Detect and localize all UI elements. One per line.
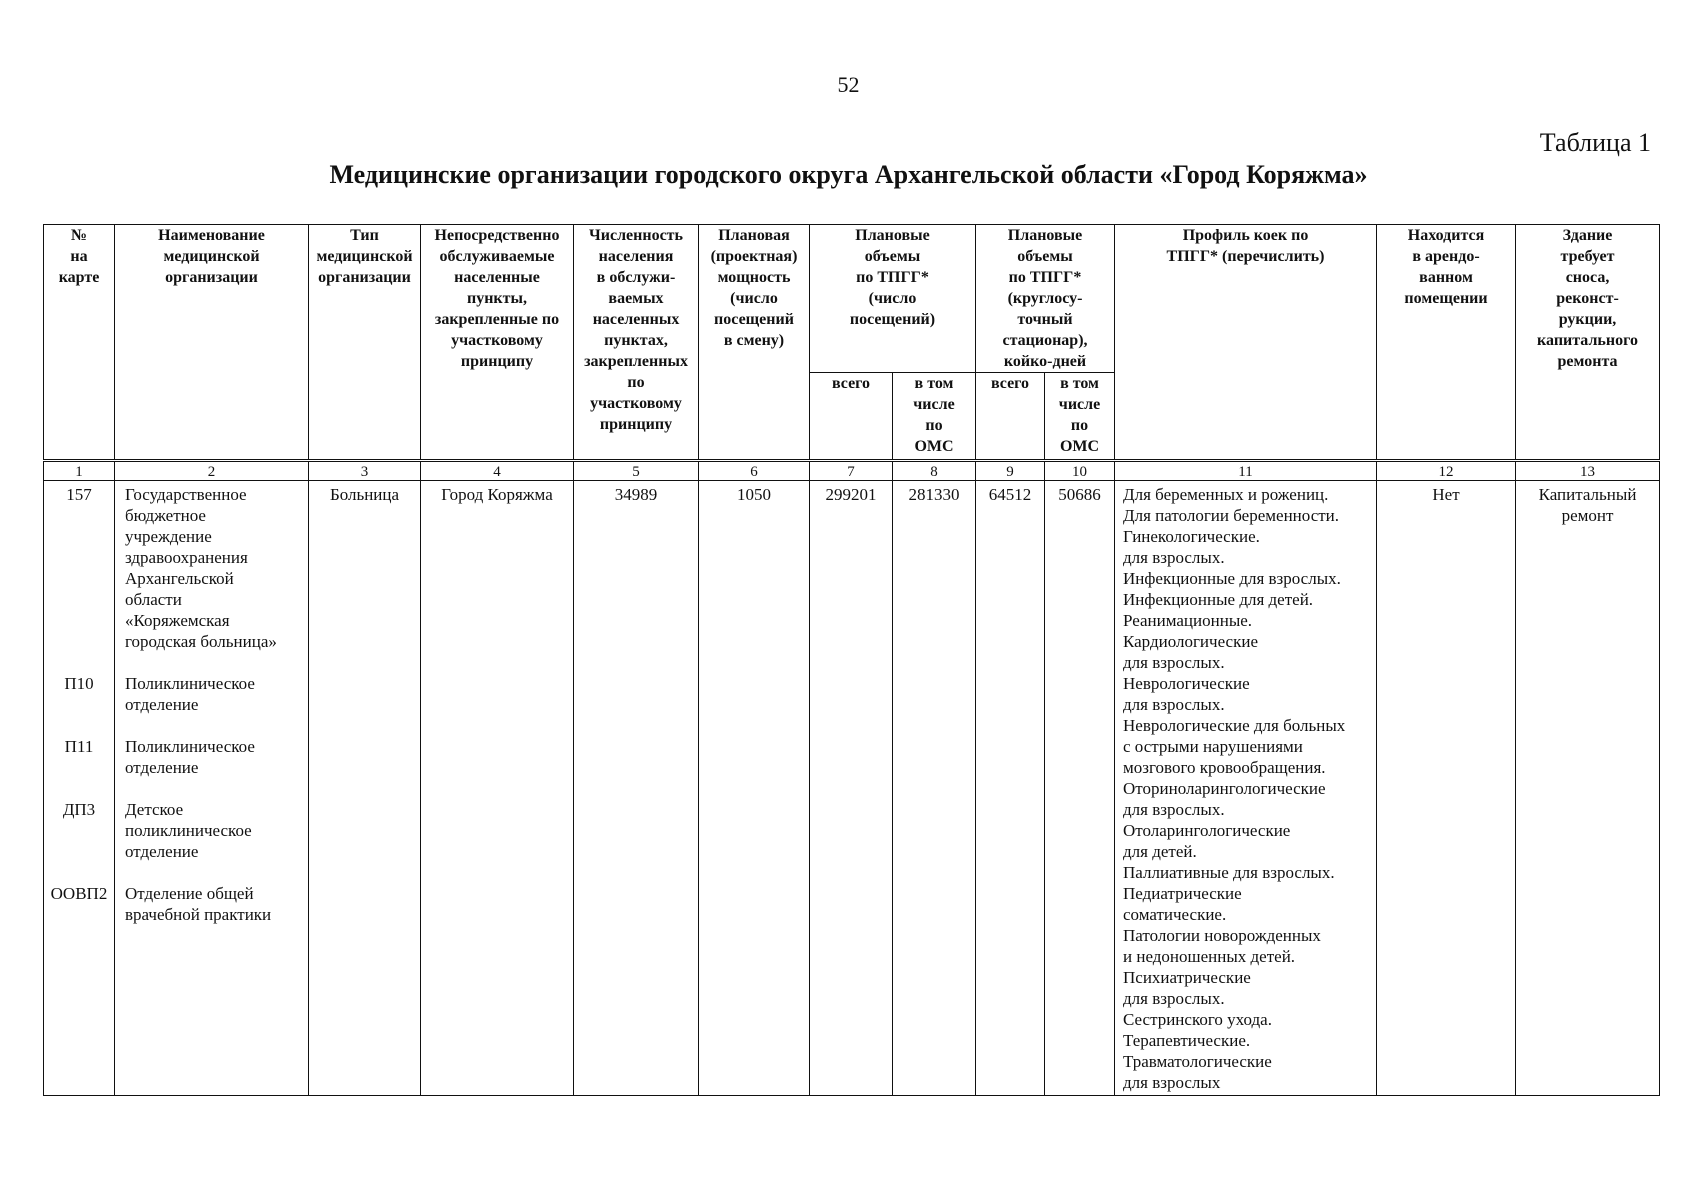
header-building-state: Здание требует сноса, реконст- рукции, капитального ремонта bbox=[1516, 225, 1660, 461]
page-number: 52 bbox=[837, 72, 860, 97]
column-number: 6 bbox=[699, 461, 810, 481]
bed-profile-line: Психиатрические bbox=[1123, 968, 1251, 987]
header-beddays-oms: в том числе по ОМС bbox=[1045, 373, 1115, 461]
org-type-cell: Больница bbox=[309, 481, 421, 1096]
column-number: 12 bbox=[1377, 461, 1516, 481]
column-number: 1 bbox=[44, 461, 115, 481]
bed-profile-line: Неврологические для больных bbox=[1123, 716, 1346, 735]
column-number: 4 bbox=[421, 461, 574, 481]
bed-profiles-cell bbox=[1115, 481, 1377, 1096]
map-number-cell bbox=[44, 481, 115, 1096]
bed-profile-line: соматические. bbox=[1123, 905, 1227, 924]
bed-profile-line: Педиатрические bbox=[1123, 884, 1242, 903]
capacity-cell: 1050 bbox=[699, 481, 810, 1096]
bed-profile-line: Оториноларингологические bbox=[1123, 779, 1326, 798]
settlements-cell: Город Коряжма bbox=[421, 481, 574, 1096]
bed-profile-line: Патологии новорожденных bbox=[1123, 926, 1321, 945]
header-org-name: Наименование медицинской организации bbox=[115, 225, 309, 461]
bed-profile-line: Неврологические bbox=[1123, 674, 1250, 693]
header-rented: Находится в арендо- ванном помещении bbox=[1377, 225, 1516, 461]
column-number: 5 bbox=[574, 461, 699, 481]
bed-profile-line: и недоношенных детей. bbox=[1123, 947, 1296, 966]
bed-profile-line: для взрослых. bbox=[1123, 653, 1225, 672]
population-cell: 34989 bbox=[574, 481, 699, 1096]
column-number: 2 bbox=[115, 461, 309, 481]
org-name-cell: Государственное бюджетное учреждение здравоохранения Архангельской области «Коряжемская городская больница» Поликлиническое отделение Поликлиническое отделение Детское поликлиническое отделение Отделение общей врачебной практики bbox=[115, 481, 309, 1096]
sub-unit-name: Детское bbox=[125, 800, 184, 819]
header-visits-total: всего bbox=[810, 373, 893, 461]
column-number: 11 bbox=[1115, 461, 1377, 481]
beddays-oms-cell: 50686 bbox=[1045, 481, 1115, 1096]
bed-profile-line: Травматологические bbox=[1123, 1052, 1272, 1071]
bed-profile-line: Инфекционные для взрослых. bbox=[1123, 569, 1341, 588]
sub-unit-name: Отделение общей bbox=[125, 884, 254, 903]
column-number-row bbox=[44, 461, 1660, 481]
visits-total-cell: 299201 bbox=[810, 481, 893, 1096]
bed-profile-line: Сестринского ухода. bbox=[1123, 1010, 1272, 1029]
building-state-cell: Капитальный ремонт bbox=[1516, 481, 1660, 1096]
header-capacity: Плановая (проектная) мощность (число посещений в смену) bbox=[699, 225, 810, 461]
header-row bbox=[44, 225, 1660, 373]
table-label: Таблица 1 bbox=[1539, 128, 1651, 157]
bed-profile-line: для взрослых. bbox=[1123, 695, 1225, 714]
bed-profile-line: Гинекологические. bbox=[1123, 527, 1260, 546]
document-title: Медицинские организации городского округа Архангельской области «Город Коряжма» bbox=[329, 160, 1368, 189]
beddays-total-cell: 64512 bbox=[976, 481, 1045, 1096]
column-number: 3 bbox=[309, 461, 421, 481]
sub-unit-name: Поликлиническое bbox=[125, 674, 255, 693]
bed-profile-line: Инфекционные для детей. bbox=[1123, 590, 1314, 609]
bed-profile-line: Для беременных и рожениц. bbox=[1123, 485, 1329, 504]
bed-profile-line: Кардиологические bbox=[1123, 632, 1258, 651]
bed-profile-line: Паллиативные для взрослых. bbox=[1123, 863, 1335, 882]
header-population: Численность населения в обслужи- ваемых населенных пунктах, закрепленных по участковому принципу bbox=[574, 225, 699, 461]
medical-organizations-table bbox=[43, 224, 1660, 1096]
bed-profile-line: для взрослых. bbox=[1123, 548, 1225, 567]
column-number: 8 bbox=[893, 461, 976, 481]
bed-profile-line: для детей. bbox=[1123, 842, 1197, 861]
column-number: 13 bbox=[1516, 461, 1660, 481]
bed-profile-line: Реанимационные. bbox=[1123, 611, 1253, 630]
header-settlements: Непосредственно обслуживаемые населенные пункты, закрепленные по участковому принципу bbox=[421, 225, 574, 461]
table-row bbox=[44, 481, 1660, 1096]
map-code: П11 bbox=[64, 737, 94, 756]
header-beddays-total: всего bbox=[976, 373, 1045, 461]
map-code: ООВП2 bbox=[50, 884, 108, 903]
map-code: ДП3 bbox=[62, 800, 96, 819]
column-number: 9 bbox=[976, 461, 1045, 481]
bed-profile-line: Отоларингологические bbox=[1123, 821, 1291, 840]
column-number: 7 bbox=[810, 461, 893, 481]
bed-profile-line: с острыми нарушениями bbox=[1123, 737, 1303, 756]
header-bed-profiles: Профиль коек по ТПГГ* (перечислить) bbox=[1115, 225, 1377, 461]
bed-profile-line: Терапевтические. bbox=[1123, 1031, 1251, 1050]
map-code: 157 bbox=[66, 485, 92, 504]
header-planned-visits: Плановые объемы по ТПГГ* (число посещений) bbox=[810, 225, 976, 373]
bed-profile-line: для взрослых. bbox=[1123, 800, 1225, 819]
sub-unit-name: Поликлиническое bbox=[125, 737, 255, 756]
bed-profile-line: для взрослых. bbox=[1123, 989, 1225, 1008]
visits-oms-cell: 281330 bbox=[893, 481, 976, 1096]
header-planned-beddays: Плановые объемы по ТПГГ* (круглосу- точный стационар), койко-дней bbox=[976, 225, 1115, 373]
header-map-number: № на карте bbox=[44, 225, 115, 461]
header-visits-oms: в том числе по ОМС bbox=[893, 373, 976, 461]
bed-profile-line: для взрослых bbox=[1123, 1073, 1221, 1092]
column-number: 10 bbox=[1045, 461, 1115, 481]
bed-profile-line: Для патологии беременности. bbox=[1123, 506, 1340, 525]
map-code: П10 bbox=[64, 674, 94, 693]
bed-profile-line: мозгового кровообращения. bbox=[1123, 758, 1326, 777]
rented-cell: Нет bbox=[1377, 481, 1516, 1096]
header-org-type: Тип медицинской организации bbox=[309, 225, 421, 461]
